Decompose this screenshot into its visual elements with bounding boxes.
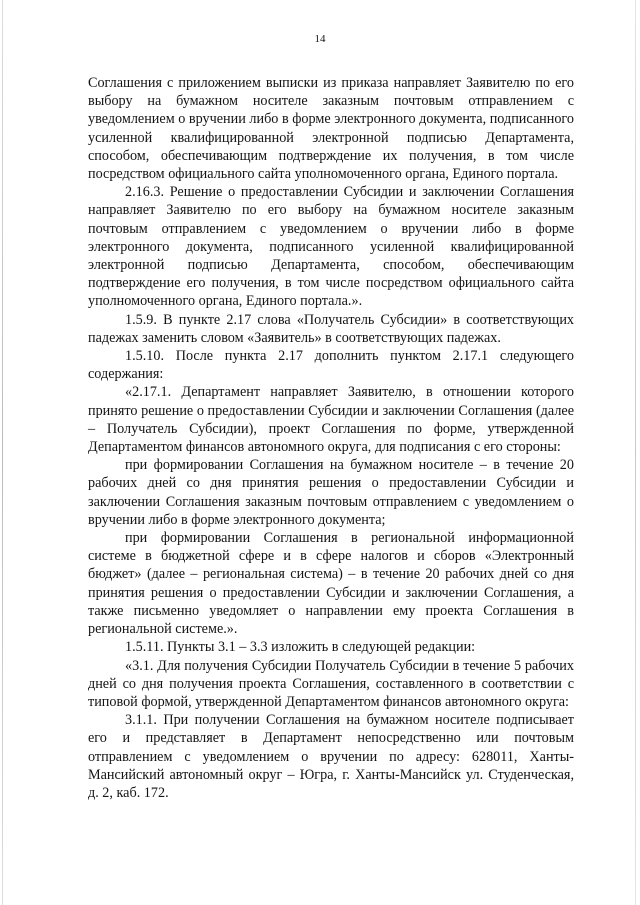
page-number: 14 [314, 33, 326, 45]
paragraph-3-1-1: 3.1.1. При получении Соглашения на бумажном носителе подписывает его и представляет в Департамент непосредственно или почтовым отправлением с уведомлением о вручении по адресу: 628011, Ханты-Мансийский автономный округ – Югра, г. Ханты-Мансийск ул. Студенческая, д. 2, каб. 172. [88, 712, 574, 801]
paragraph-2-17-1: «2.17.1. Департамент направляет Заявителю, в отношении которого принято решение о предоставлении Субсидии и заключении Соглашения (далее – Получатель Субсидии), проект Соглашения по форме, утвержденной Департаментом финансов автономного округа, для подписания с его стороны: [88, 384, 574, 456]
paragraph-paper-form: при формировании Соглашения на бумажном носителе – в течение 20 рабочих дней со дня принятия решения о предоставлении Субсидии и заключении Соглашения заказным почтовым отправлением с уведомлением о вручении либо в форме электронного документа; [88, 457, 574, 528]
paragraph-2-16-3: 2.16.3. Решение о предоставлении Субсидии и заключении Соглашения направляет Заявителю по его выбору на бумажном носителе заказным почтовым отправлением с уведомлением о вручении либо в форме электронного документа, подписанного усиленной квалифицированной электронной подписью Департамента, способом, обеспечивающим подтверждение его получения, в том числе посредством официального сайта уполномоченного органа, Единого портала.». [88, 184, 574, 310]
paragraph-3-1: «3.1. Для получения Субсидии Получатель Субсидии в течение 5 рабочих дней со дня получения проекта Соглашения, составленного в соответствии с типовой формой, утвержденной Департаментом финансов автономного округа: [88, 657, 574, 710]
scan-edge-right [635, 0, 636, 905]
paragraph-1-5-9: 1.5.9. В пункте 2.17 слова «Получатель Субсидии» в соответствующих падежах заменить словом «Заявитель» в соответствующих падежах. [88, 311, 574, 346]
document-body [88, 74, 574, 802]
paragraph-continuation: Соглашения с приложением выписки из приказа направляет Заявителю по его выбору на бумажном носителе заказным почтовым отправлением с уведомлением о вручении либо в форме электронного документа, подписанного усиленной квалифицированной электронной подписью Департамента, способом, обеспечивающим подтверждение их получения, в том числе посредством официального сайта уполномоченного органа, Единого портала. [88, 75, 574, 183]
paragraph-regional-system: при формировании Соглашения в региональной информационной системе в бюджетной сфере и в сфере налогов и сборов «Электронный бюджет» (далее – региональная система) – в течение 20 рабочих дней со дня принятия решения о предоставлении Субсидии и заключении Соглашения, а также письменно уведомляет о направлении ему проекта Соглашения в региональной системе.». [88, 530, 574, 638]
scan-edge-left [2, 0, 3, 905]
paragraph-1-5-10: 1.5.10. После пункта 2.17 дополнить пунктом 2.17.1 следующего содержания: [88, 348, 574, 383]
paragraph-1-5-11: 1.5.11. Пункты 3.1 – 3.3 изложить в следующей редакции: [125, 639, 476, 656]
